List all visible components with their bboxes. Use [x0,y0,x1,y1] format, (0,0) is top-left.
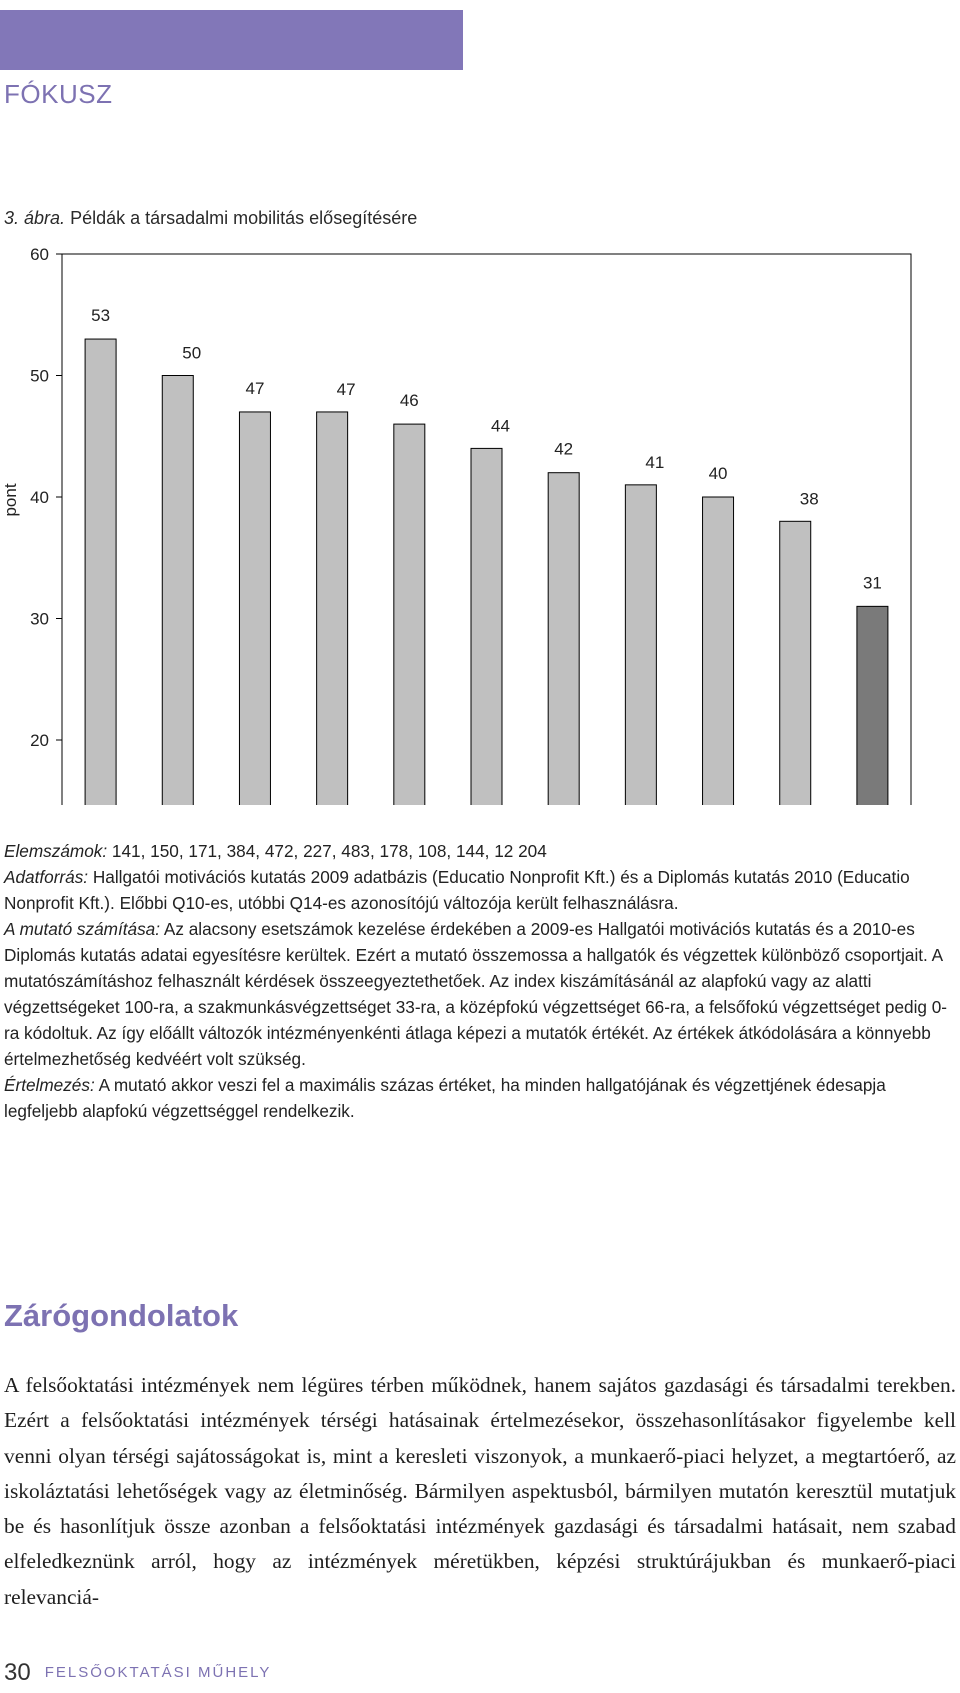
bars [85,339,888,805]
section-paragraph: A felsőoktatási intézmények nem légüres térben működnek, hanem sajátos gazdasági és társadalmi terekben. Ezért a felsőoktatási intézmények térségi hatásainak értelmezésekor, összehasonlításakor figyelembe kell venni olyan térségi sajátosságokat is, mint a keresleti viszonyok, a munkaerő-piaci helyzet, a megtartóerő, az iskoláztatási lehetőségek vagy az életminőség. Bármilyen aspektusból, bármilyen mutatón keresztül mutatjuk be és hasonlítjuk össze azonban a felsőoktatási intézmények gazdasági és társadalmi hatásait, nem szabad elfeledkeznünk arról, hogy az intézmények méretükben, képzési struktúrájukban és munkaerő-piaci relevanciá- [4,1373,956,1609]
note-text: 141, 150, 171, 384, 472, 227, 483, 178, 108, 144, 12 204 [107,841,547,861]
data-label: 47 [336,379,356,399]
header-color-bar [0,10,463,70]
section-heading: Zárógondolatok [4,1298,239,1333]
note-text: Az alacsony esetszámok kezelése érdekében a 2009-es Hallgatói motivációs kutatás és a 2010-es Diplomás kutatás adatai egyesítésre kerültek. Ezért a mutató összemossa a hallgatók és végzettek különböző csoportjait. A mutatószámításhoz felhasznált kérdések összeegyeztethetőek. Az index kiszámításánál az alapfokú vagy az alatti végzettségeket 100-ra, a szakmunkásvégzettséget 33-ra, a középfokú végzettséget 66-ra, a felsőfokú végzettséget pedig 0-ra kódoltuk. Az így előállt változók intézményenkénti átlaga képezi a mutatók értékét. Az értékek átkódolására a könnyebb értelmezhetőség kedvéért volt szükség. [4,919,948,1069]
section-label: FÓKUSZ [4,79,113,109]
note-interpretation [4,1072,956,1124]
data-label: 44 [491,416,510,436]
data-label: 47 [245,378,265,398]
data-label: 31 [862,573,882,593]
page-number: 30 [4,1659,31,1686]
y-axis [30,245,62,805]
figure-label: 3. ábra. [4,208,66,228]
y-tick-label: 60 [30,245,49,264]
bar [703,497,734,805]
bar-chart [0,235,960,805]
bar [471,448,502,805]
note-indicator-calculation [4,916,956,1072]
y-tick-label: 40 [30,488,49,507]
data-label: 41 [645,452,665,472]
data-label: 46 [399,391,419,411]
note-label: Elemszámok: [4,841,108,861]
y-tick-label: 30 [30,609,49,629]
bar [857,606,888,805]
y-tick-label: 20 [30,731,49,750]
data-label: 42 [554,439,574,459]
journal-name: FELSŐOKTATÁSI MŰHELY [44,1664,272,1681]
note-label: Adatforrás: [4,867,89,887]
data-label: 50 [182,343,202,363]
note-data-source [4,864,956,916]
data-label: 53 [91,306,111,326]
note-label: Értelmezés: [4,1075,95,1095]
data-label: 40 [708,464,728,483]
bar [780,521,811,805]
page-footer [4,1659,271,1687]
bar [625,485,656,805]
note-label: A mutató számítása: [4,919,161,939]
note-sample-sizes [4,838,956,864]
bar [162,376,193,806]
figure-notes [4,838,956,1124]
bar [548,473,579,805]
figure-caption [4,208,417,229]
figure-title: Példák a társadalmi mobilitás elősegítésére [70,208,418,228]
y-axis-title: pont [1,483,20,517]
bar [239,412,270,805]
note-text: A mutató akkor veszi fel a maximális százas értéket, ha minden hallgatójának és végzettjének édesapja legfeljebb alapfokú végzettséggel rendelkezik. [4,1075,886,1121]
data-label: 38 [799,489,819,509]
bar [85,339,116,805]
bar [394,424,425,805]
bar [317,412,348,805]
note-text: Hallgatói motivációs kutatás 2009 adatbázis (Educatio Nonprofit Kft.) és a Diplomás kutatás 2010 (Educatio Nonprofit Kft.). Előbbi Q10-es, utóbbi Q14-es azonosítójú változója került felhasználásra. [4,867,910,913]
y-tick-label: 50 [30,366,49,386]
